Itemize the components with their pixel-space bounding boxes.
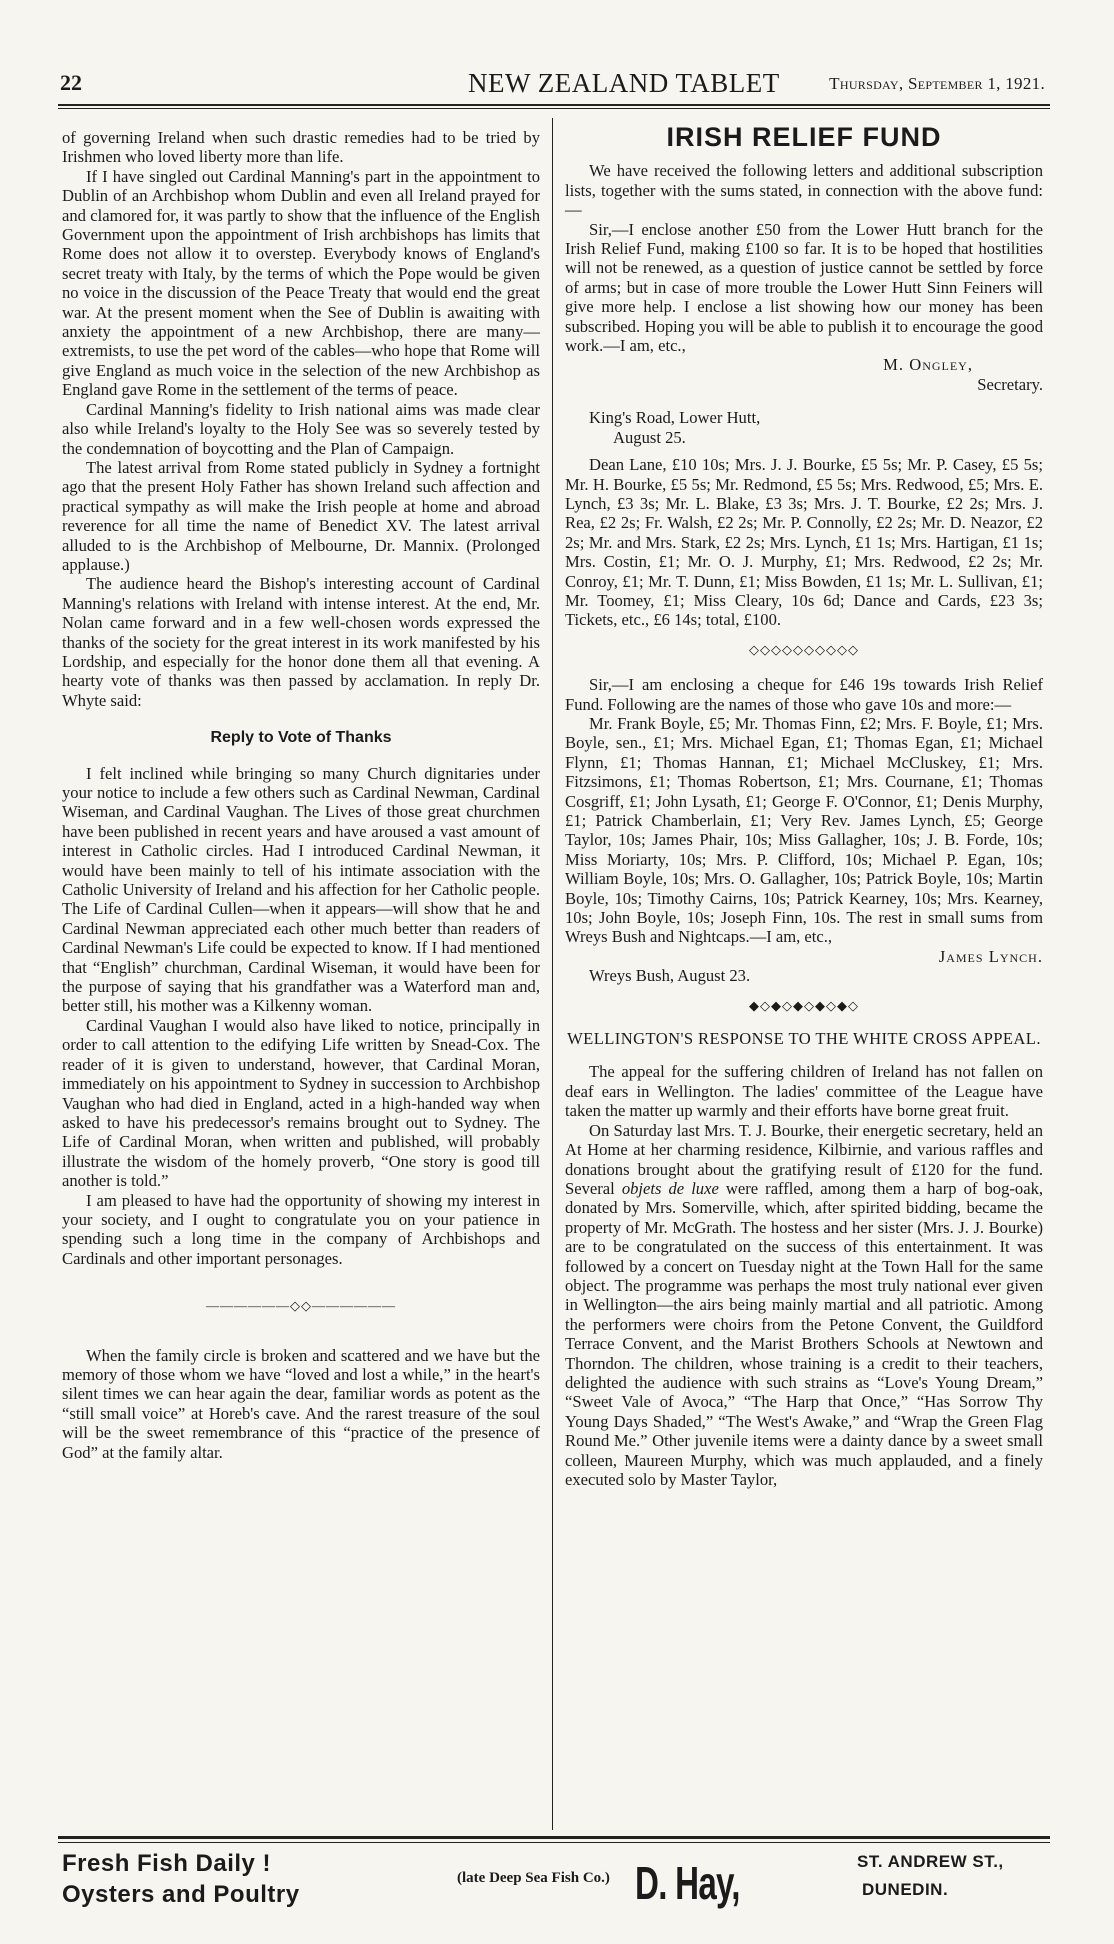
ad-street: ST. ANDREW ST.,: [857, 1852, 1004, 1871]
place-line: August 25.: [613, 427, 686, 447]
paragraph: On Saturday last Mrs. T. J. Bourke, their energetic secretary, held an At Home at her charming residence, Kilbirnie, and various raffles and donations brought about the gratifying result of £120 for the fund. Several objets de luxe were raffled, among them a harp of bog-oak, donated by Mrs. Somerville, which, after spirited bidding, became the property of Mr. McGrath. The hostess and her sister (Mrs. J. J. Bourke) are to be congratulated on the success of this entertainment. It was followed by a concert on Tuesday night at the Town Hall for the same object. The programme was perhaps the most truly national ever given in Wellington—the airs being mainly martial and all patriotic. Among the performers were choirs from the Petone Convent, the Guildford Terrace Convent, and the Marist Brothers Schools at Newtown and Thorndon. The children, whose training is a credit to their teachers, delighted the audience with such strains as “Love's Young Dream,” “Sweet Vale of Avoca,” “The Harp that Once,” “Has Sorrow Thy Young Days Shaded,” “The West's Awake,” and “Wrap the Green Flag Round Me.” Other juvenile items were a dainty dance by a sweet small colleen, Maureen Murphy, which was much applauded, and a finely executed solo by Master Taylor,: [565, 1120, 1044, 1489]
ornament-divider: ——————◇◇——————: [206, 1298, 396, 1314]
subscription-list: Mr. Frank Boyle, £5; Mr. Thomas Finn, £2; Mrs. F. Boyle, £1; Mrs. Boyle, sen., £1; Mrs. Michael Egan, £1; Thomas Egan, £1; Michael Flynn, £1; Thomas Hannan, £1; Michael McCluskey, £1; Mrs. Fitzsimons, £1; Thomas Robertson, £1; Mrs. Cournane, £1; Thomas Cosgriff, £1; John Lysath, £1; George F. O'Connor, £1; Denis Murphy, £1; Patrick Chamberlain, £1; Very Rev. James Lynch, £5; George Taylor, 10s; James Phair, 10s; Miss Gallagher, 10s; J. B. Forde, 10s; Miss Moriarty, 10s; Mrs. P. Clifford, 10s; Michael P. Egan, 10s; William Boyle, 10s; Mrs. O. Gallagher, 10s; Patrick Boyle, 10s; Martin Boyle, 10s; Timothy Cairns, 10s; Patrick Kearney, 10s; Mrs. Kearney, 10s; John Boyle, 10s; Joseph Finn, 10s. The rest in small sums from Wreys Bush and Nightcaps.—I am, etc.,: [565, 713, 1043, 947]
issue-date: Thursday, September 1, 1921.: [829, 74, 1045, 93]
ad-line: Oysters and Poultry: [62, 1881, 300, 1908]
paragraph: If I have singled out Cardinal Manning's part in the appointment to Dublin of an Archbishop whom Dublin and even all Ireland prayed for and clamored for, it was partly to show that the influence of the English Government upon the appointment of Irish archbishops has limits that Rome does not allow it to overstep. Everybody knows of England's secret treaty with Italy, by the terms of which the Pope would be given no voice in the discussion of the Peace Treaty that would end the great war. At the present moment when the See of Dublin is awaiting with anxiety the appointment of a new Archbishop, there are many—extremists, to use the pet word of the cables—who hope that Rome will give England as much voice in the selection of the new Archbishop as England gave Rome in the settlement of the terms of peace.: [62, 166, 540, 400]
letter: Sir,—I enclose another £50 from the Lower Hutt branch for the Irish Relief Fund, making £100 so far. It is to be hoped that hostilities will not be renewed, as a question of justice cannot be settled by force of arms; but in case of more trouble the Lower Hutt Sinn Feiners will give more help. I enclose a list showing how our money has been subscribed. Hoping you will be able to publish it to encourage the good work.—I am, etc.,: [565, 219, 1043, 356]
place-line: King's Road, Lower Hutt,: [589, 408, 761, 428]
paragraph: Cardinal Manning's fidelity to Irish national aims was made clear also while Ireland's loyalty to the Holy See was so severely tested by the condemnation of boycotting and the Plan of Campaign.: [62, 399, 540, 458]
section-heading: Reply to Vote of Thanks: [210, 729, 392, 747]
ad-merchant-name: D. Hay,: [635, 1857, 740, 1909]
paragraph: The latest arrival from Rome stated publicly in Sydney a fortnight ago that the present Holy Father has shown Ireland such affection and practical sympathy as will make the Irish people at home and abroad reverence for all time the name of Benedict XV. The latest arrival alluded to is the Archbishop of Melbourne, Dr. Mannix. (Prolonged applause.): [62, 457, 540, 574]
paragraph: I felt inclined while bringing so many Church dignitaries under your notice to include a few others such as Cardinal Newman, Cardinal Wiseman, and Cardinal Vaughan. The Lives of those great churchmen have been published in recent years and have aroused a vast amount of interest in Catholic circles. Had I introduced Cardinal Newman, it would have been mainly to tell of his intimate association with the Catholic University of Ireland and his affection for her Catholic people. The Life of Cardinal Cullen—when it appears—will show that he and Cardinal Newman appreciated each other much better than readers of Cardinal Newman's Life could be expected to know. If I had mentioned that “English” churchman, Cardinal Wiseman, it would have been for the purpose of saying that his grandfather was a Waterford man and, better still, his mother was a Kilkenny woman.: [62, 763, 540, 1016]
paragraph: When the family circle is broken and scattered and we have but the memory of those whom we have “loved and lost a while,” in the heart's silent times we can hear again the dear, familiar words as potent as the “still small voice” at Horeb's cave. And the rarest treasure of the soul will be the sweet remembrance of this “practice of the presence of God” at the family altar.: [62, 1345, 540, 1462]
paragraph: The audience heard the Bishop's interesting account of Cardinal Manning's relations with Ireland with intense interest. At the end, Mr. Nolan came forward and in a few well-chosen words expressed the thanks of the society for the great interest in its work manifested by his Lordship, and especially for the honor done them all that evening. A hearty vote of thanks was then passed by acclamation. In reply Dr. Whyte said:: [62, 574, 540, 710]
article-heading: IRISH RELIEF FUND: [666, 122, 942, 152]
ad-city: DUNEDIN.: [862, 1880, 949, 1899]
ornament-divider: ◇◇◇◇◇◇◇◇◇◇: [749, 641, 859, 657]
page-number: 22: [60, 70, 82, 95]
advertisement: [62, 1850, 1052, 1920]
left-column: [62, 128, 540, 1462]
ad-line: Fresh Fish Daily !: [62, 1850, 272, 1877]
subscription-list: Dean Lane, £10 10s; Mrs. J. J. Bourke, £5 5s; Mr. P. Casey, £5 5s; Mr. H. Bourke, £5 5s; Mr. Redmond, £5 5s; Mrs. Redwood, £5; Mrs. E. Lynch, £3 3s; Mr. L. Blake, £3 3s; Mrs. J. T. Bourke, £2 2s; Mrs. J. Rea, £2 2s; Fr. Walsh, £2 2s; Mr. P. Connolly, £2 2s; Mr. D. Neazor, £2 2s; Mr. and Mrs. Stark, £2 2s; Mrs. Lynch, £1 1s; Mrs. Hartigan, £1 1s; Mrs. Costin, £1; Mr. O. J. Murphy, £1; Mrs. Redwood, £2 2s; Mr. Conroy, £1; Mr. T. Dunn, £1; Miss Bowden, £1 1s; Mr. L. Sullivan, £1; Mr. Toomey, £1; Miss Cleary, 10s 6d; Dance and Cards, £23 3s; Tickets, etc., £6 14s; total, £100.: [565, 455, 1043, 630]
place-line: Wreys Bush, August 23.: [589, 966, 751, 986]
header-rule: [58, 104, 1050, 106]
footer-rule-thin: [58, 1842, 1050, 1843]
footer-rule: [58, 1836, 1050, 1839]
masthead: [60, 68, 1045, 98]
right-column: [565, 122, 1044, 1489]
paragraph: The appeal for the suffering children of Ireland has not fallen on deaf ears in Wellington. The ladies' committee of the League have taken the matter up warmly and their efforts have borne great fruit.: [565, 1062, 1043, 1121]
ad-company: (late Deep Sea Fish Co.): [457, 1870, 610, 1886]
ornament-divider: ◆◇◆◇◆◇◆◇◆◇: [749, 997, 859, 1013]
newspaper-title: NEW ZEALAND TABLET: [468, 68, 780, 98]
section-heading: WELLINGTON'S RESPONSE TO THE WHITE CROSS APPEAL.: [567, 1029, 1041, 1049]
signature-name: James Lynch.: [938, 946, 1043, 966]
paragraph: I am pleased to have had the opportunity of showing my interest in your society, and I ought to congratulate you on your patience in spending such a long time in the company of Archbishops and Cardinals and other important personages.: [62, 1190, 540, 1268]
letter: Sir,—I am enclosing a cheque for £46 19s towards Irish Relief Fund. Following are the names of those who gave 10s and more:—: [565, 675, 1043, 714]
paragraph: We have received the following letters and additional subscription lists, together with the sums stated, in connection with the above fund:—: [565, 161, 1043, 220]
signature-name: M. Ongley,: [883, 355, 973, 375]
paragraph: of governing Ireland when such drastic remedies had to be tried by Irishmen who loved liberty more than life.: [62, 128, 540, 167]
signature-title: Secretary.: [977, 374, 1043, 394]
paragraph: Cardinal Vaughan I would also have liked to notice, principally in order to call attention to the edifying Life written by Snead-Cox. The reader of it is given to understand, however, that Cardinal Moran, immediately on his appointment to Sydney in succession to Archbishop Vaughan who had died in England, acted in a high-handed way when asked to have his predecessor's remains brought out to Sydney. The Life of Cardinal Moran, when written and published, will probably illustrate the wisdom of the homely proverb, “One story is good till another is told.”: [62, 1015, 540, 1191]
column-divider: [552, 118, 553, 1830]
header-rule-thin: [58, 108, 1050, 109]
